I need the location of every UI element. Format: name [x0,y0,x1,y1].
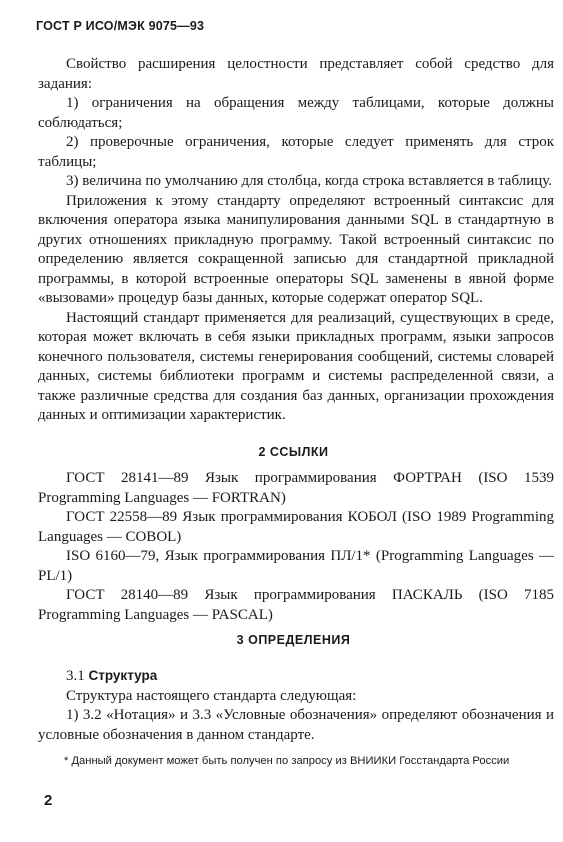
intro-section [38,55,554,426]
reference-item: ГОСТ 28140—89 Язык программирования ПАСКАЛЬ (ISO 7185 Programming Languages — PASCAL) [38,587,554,623]
references-list [38,469,554,625]
subsection-title: Структура [88,668,158,683]
intro-list-item: 3) величина по умолчанию для столбца, когда строка вставляется в таблицу. [66,173,553,189]
subsection-heading [38,666,554,687]
footnote: * Данный документ может быть получен по запросу из ВНИИКИ Госстандарта России [64,755,510,767]
page-number: 2 [44,792,53,809]
intro-paragraph: Настоящий стандарт применяется для реализаций, существующих в среде, которая может включать в себя языки прикладных программ, языки запросов конечного пользователя, системы генерирования сообщений, системы словарей данных, системы библиотеки программ и системы распределенной связи, а также различные средства для создания баз данных, организации прохождения данных и оптимизации характеристик. [38,309,554,423]
definitions-paragraph: Структура настоящего стандарта следующая: [66,687,357,704]
intro-list-item: 2) проверочные ограничения, которые следует применять для строк таблицы; [38,134,554,170]
reference-item: ISO 6160—79, Язык программирования ПЛ/1* (Programming Languages — PL/1) [38,548,554,584]
running-header: ГОСТ Р ИСО/МЭК 9075—93 [36,19,205,33]
section-heading-definitions: 3 ОПРЕДЕЛЕНИЯ [236,633,351,647]
definitions-list-item: 1) 3.2 «Нотация» и 3.3 «Условные обозначения» определяют обозначения и условные обозначения в данном стандарте. [38,707,554,743]
definitions-section [38,666,554,745]
intro-list-item: 1) ограничения на обращения между таблицами, которые должны соблюдаться; [38,95,554,131]
section-heading-references: 2 ССЫЛКИ [258,445,329,459]
subsection-number: 3.1 [66,668,85,684]
intro-paragraph: Приложения к этому стандарту определяют встроенный синтаксис для включения оператора языка манипулирования данными SQL в стандартную в других отношениях прикладную программу. Такой встроенный синтаксис по определению является сокращенной записью для стандартной прикладной программы, в которой встроенные операторы SQL заменены в явной форме «вызовами» процедур базы данных, которые содержат оператор SQL. [38,192,554,306]
reference-item: ГОСТ 22558—89 Язык программирования КОБОЛ (ISO 1989 Programming Languages — COBOL) [38,509,554,545]
reference-item: ГОСТ 28141—89 Язык программирования ФОРТРАН (ISO 1539 Programming Languages — FORTRAN) [38,470,554,506]
intro-paragraph: Свойство расширения целостности представляет собой средство для задания: [38,56,554,92]
